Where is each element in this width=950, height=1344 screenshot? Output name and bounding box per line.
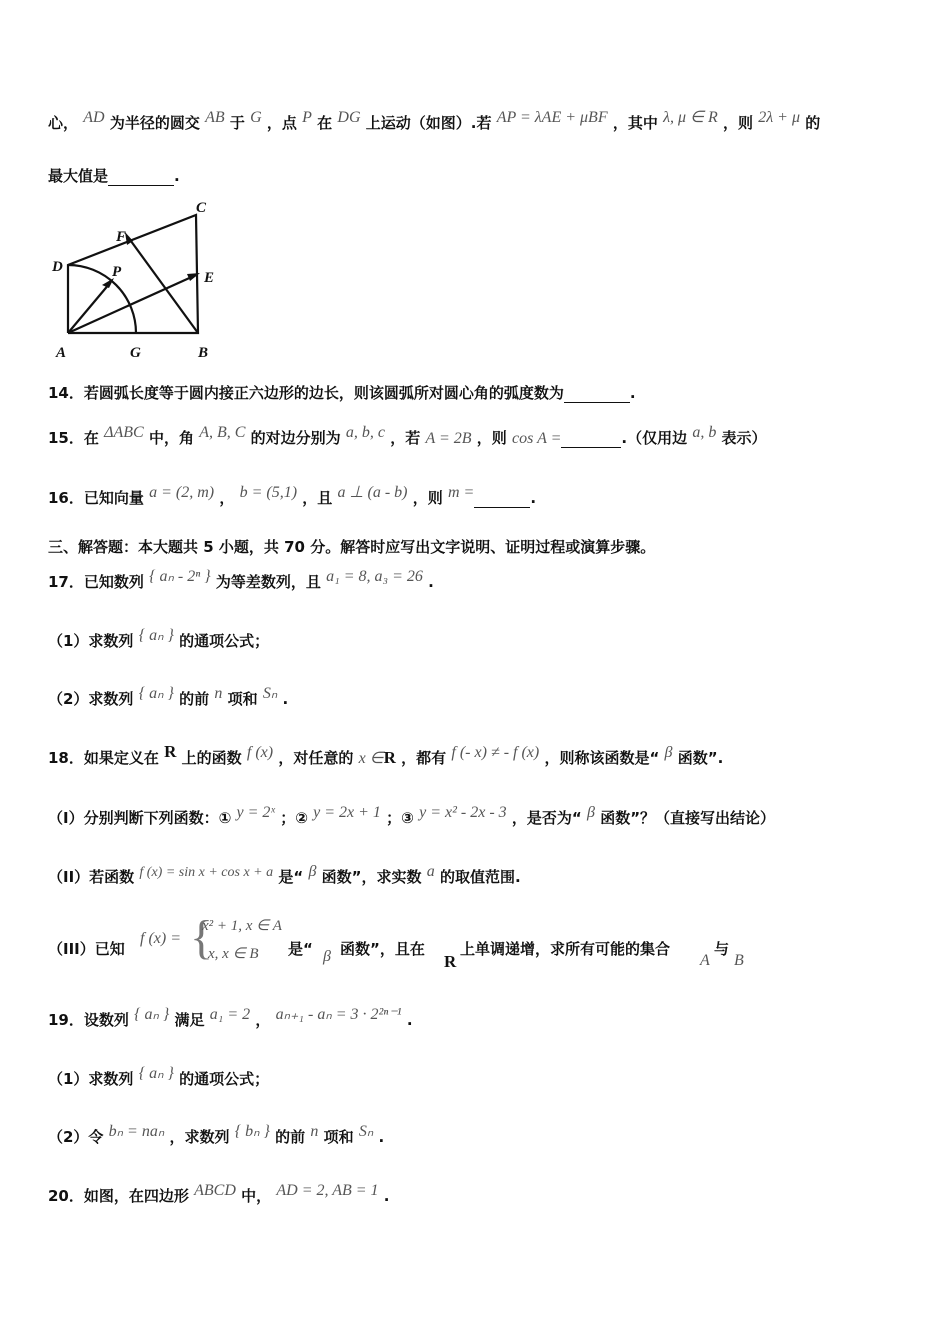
math: y = x² - 2x - 3 xyxy=(419,804,507,821)
math: { aₙ } xyxy=(138,1065,174,1082)
label-b: B xyxy=(198,345,209,360)
text: 项和 xyxy=(323,1128,354,1146)
text: ，点 xyxy=(266,114,297,132)
text: . xyxy=(428,573,434,591)
text: ，都有 xyxy=(401,749,447,767)
math: n xyxy=(310,1123,319,1140)
text: 心， xyxy=(48,114,79,132)
answer-blank xyxy=(561,429,621,448)
text: （2）令 xyxy=(48,1128,104,1146)
text: 满足 xyxy=(174,1011,205,1029)
label-d: D xyxy=(52,259,63,275)
q17 xyxy=(48,568,910,592)
q18-part2 xyxy=(48,863,910,887)
real-set-symbol: R xyxy=(164,742,177,761)
text: 最大值是 xyxy=(48,167,109,185)
answer-blank xyxy=(108,167,174,186)
q18 xyxy=(48,742,910,768)
math: a₁ = 8, a₃ = 26 xyxy=(326,568,423,585)
real-set-symbol: R xyxy=(383,748,396,767)
label-f: F xyxy=(116,229,127,245)
math: A = 2B xyxy=(425,430,472,447)
math: x² + 1, x ∈ A xyxy=(202,918,282,934)
math: ΔABC xyxy=(104,424,144,441)
text: 为半径的圆交 xyxy=(109,114,200,132)
text: ，其中 xyxy=(612,114,658,132)
text: . xyxy=(629,384,636,402)
text: （2）求数列 xyxy=(48,690,134,708)
text: 的通项公式； xyxy=(179,632,270,650)
text: 的通项公式； xyxy=(179,1070,270,1088)
text: 于 xyxy=(229,114,245,132)
piecewise-brace: { xyxy=(190,911,214,964)
arc-dg xyxy=(68,265,136,333)
text: 上的函数 xyxy=(181,749,242,767)
math: y = 2x + 1 xyxy=(313,804,381,821)
text: （I）分别判断下列函数：① xyxy=(48,809,232,827)
label-p: P xyxy=(112,264,122,280)
q17-part2 xyxy=(48,685,910,709)
math: { aₙ } xyxy=(138,627,174,644)
text: 中， xyxy=(241,1187,272,1205)
math: n xyxy=(214,685,223,702)
math: B xyxy=(734,952,744,969)
text: ，是否为“ xyxy=(511,809,582,827)
math: f (x) = xyxy=(140,930,181,947)
text: 上运动（如图）.若 xyxy=(365,114,492,132)
text: .（仅用边 xyxy=(621,429,688,447)
text: 的对边分别为 xyxy=(250,429,341,447)
text: 18．如果定义在 xyxy=(48,749,159,767)
q16 xyxy=(48,484,910,508)
vector-ap xyxy=(68,283,110,333)
text: 的前 xyxy=(275,1128,306,1146)
text: ，且 xyxy=(302,489,333,507)
text: 19．设数列 xyxy=(48,1011,129,1029)
text: 是“ xyxy=(278,868,304,886)
math: P xyxy=(302,109,312,126)
math: b = (5,1) xyxy=(239,484,298,501)
text: 与 xyxy=(714,940,730,958)
answer-blank xyxy=(564,384,630,403)
math: 2λ + μ xyxy=(758,109,800,126)
text: . xyxy=(383,1187,390,1205)
text: 函数”，且在 xyxy=(340,940,425,958)
text: 17．已知数列 xyxy=(48,573,144,591)
text: 20．如图，在四边形 xyxy=(48,1187,189,1205)
text: ，则 xyxy=(412,489,443,507)
q19 xyxy=(48,1006,910,1030)
math: A, B, C xyxy=(199,424,246,441)
math: a = (2, m) xyxy=(149,484,215,501)
answer-blank xyxy=(474,489,530,508)
label-a: A xyxy=(56,345,67,360)
text: 三、解答题：本大题共 5 小题，共 70 分。解答时应写出文字说明、证明过程或演算步骤。 xyxy=(48,538,656,556)
text: 的取值范围. xyxy=(439,868,521,886)
math: AB xyxy=(205,109,225,126)
text: （1）求数列 xyxy=(48,632,134,650)
math: DG xyxy=(337,109,361,126)
text: 的前 xyxy=(179,690,210,708)
math: β xyxy=(586,804,595,821)
math: Sₙ xyxy=(358,1123,374,1140)
q13-line1 xyxy=(48,109,910,133)
vector-bf xyxy=(128,237,198,333)
math: y = 2ˣ xyxy=(236,804,275,821)
q14 xyxy=(48,382,910,403)
real-set-symbol: R xyxy=(444,952,457,971)
q18-part3 xyxy=(48,912,910,972)
math: { bₙ } xyxy=(234,1123,270,1140)
text: 函数”，求实数 xyxy=(321,868,422,886)
text: 表示） xyxy=(721,429,767,447)
q17-part1 xyxy=(48,627,910,651)
text: ，对任意的 xyxy=(278,749,354,767)
math: x ∈ xyxy=(358,750,384,767)
math: x, x ∈ B xyxy=(208,946,259,962)
math: G xyxy=(250,109,262,126)
text: 15．在 xyxy=(48,429,99,447)
quadrilateral-figure xyxy=(48,195,238,360)
math: a, b, c xyxy=(345,424,386,441)
q13-line2 xyxy=(48,165,910,186)
text: 14．若圆弧长度等于圆内接正六边形的边长，则该圆弧所对圆心角的弧度数为 xyxy=(48,384,564,402)
text: . xyxy=(530,489,537,507)
text: 上单调递增，求所有可能的集合 xyxy=(460,940,671,958)
math: a xyxy=(426,863,435,880)
math: Sₙ xyxy=(262,685,278,702)
math: λ, μ ∈ R xyxy=(663,109,718,126)
text: 是“ xyxy=(288,940,313,958)
text: （1）求数列 xyxy=(48,1070,134,1088)
text: ，则称该函数是“ xyxy=(544,749,660,767)
text: 16．已知向量 xyxy=(48,489,144,507)
math: { aₙ } xyxy=(138,685,174,702)
text: 项和 xyxy=(227,690,258,708)
text: （III）已知 xyxy=(48,940,125,958)
text: 函数”？（直接写出结论） xyxy=(600,809,776,827)
math: a₁ = 2 xyxy=(209,1006,251,1023)
text: （II）若函数 xyxy=(48,868,135,886)
text: ， xyxy=(255,1011,271,1029)
text: 在 xyxy=(317,114,333,132)
math: f (x) xyxy=(246,744,274,761)
text: . xyxy=(406,1011,413,1029)
text: ，则 xyxy=(476,429,507,447)
text: ，求数列 xyxy=(169,1128,230,1146)
math: f (x) = sin x + cos x + a xyxy=(139,865,274,880)
section-3-heading xyxy=(48,536,910,557)
math: cos A = xyxy=(512,430,562,447)
text: ，则 xyxy=(722,114,753,132)
label-e: E xyxy=(204,270,215,286)
math: f (- x) ≠ - f (x) xyxy=(451,744,540,761)
math: AP = λAE + μBF xyxy=(496,109,608,126)
math: a, b xyxy=(692,424,717,441)
math: a ⊥ (a - b) xyxy=(337,484,408,501)
text: . xyxy=(282,690,289,708)
text: . xyxy=(378,1128,385,1146)
text: 的 xyxy=(805,114,821,132)
text: 中，角 xyxy=(148,429,194,447)
q18-part1 xyxy=(48,804,910,828)
math: β xyxy=(664,744,673,761)
text: ，若 xyxy=(390,429,421,447)
math: { aₙ - 2ⁿ } xyxy=(149,568,211,585)
text: . xyxy=(174,167,180,185)
text: ；③ xyxy=(386,809,414,827)
math: { aₙ } xyxy=(134,1006,170,1023)
math: AD = 2, AB = 1 xyxy=(276,1182,379,1199)
math: aₙ₊₁ - aₙ = 3 · 2²ⁿ⁻¹ xyxy=(275,1006,402,1023)
label-g: G xyxy=(130,345,141,360)
text: 为等差数列，且 xyxy=(215,573,321,591)
text: ， xyxy=(219,489,235,507)
math: AD xyxy=(83,109,105,126)
math: bₙ = naₙ xyxy=(108,1123,165,1140)
q15 xyxy=(48,424,910,448)
math: ABCD xyxy=(194,1182,236,1199)
math: m = xyxy=(447,484,475,501)
math: A xyxy=(700,952,710,969)
q19-part1 xyxy=(48,1065,910,1089)
math: β xyxy=(308,863,317,880)
q20 xyxy=(48,1182,910,1206)
q19-part2 xyxy=(48,1123,910,1147)
text: ；② xyxy=(280,809,308,827)
text: 函数”. xyxy=(677,749,724,767)
label-c: C xyxy=(196,200,207,216)
math: β xyxy=(323,948,331,965)
